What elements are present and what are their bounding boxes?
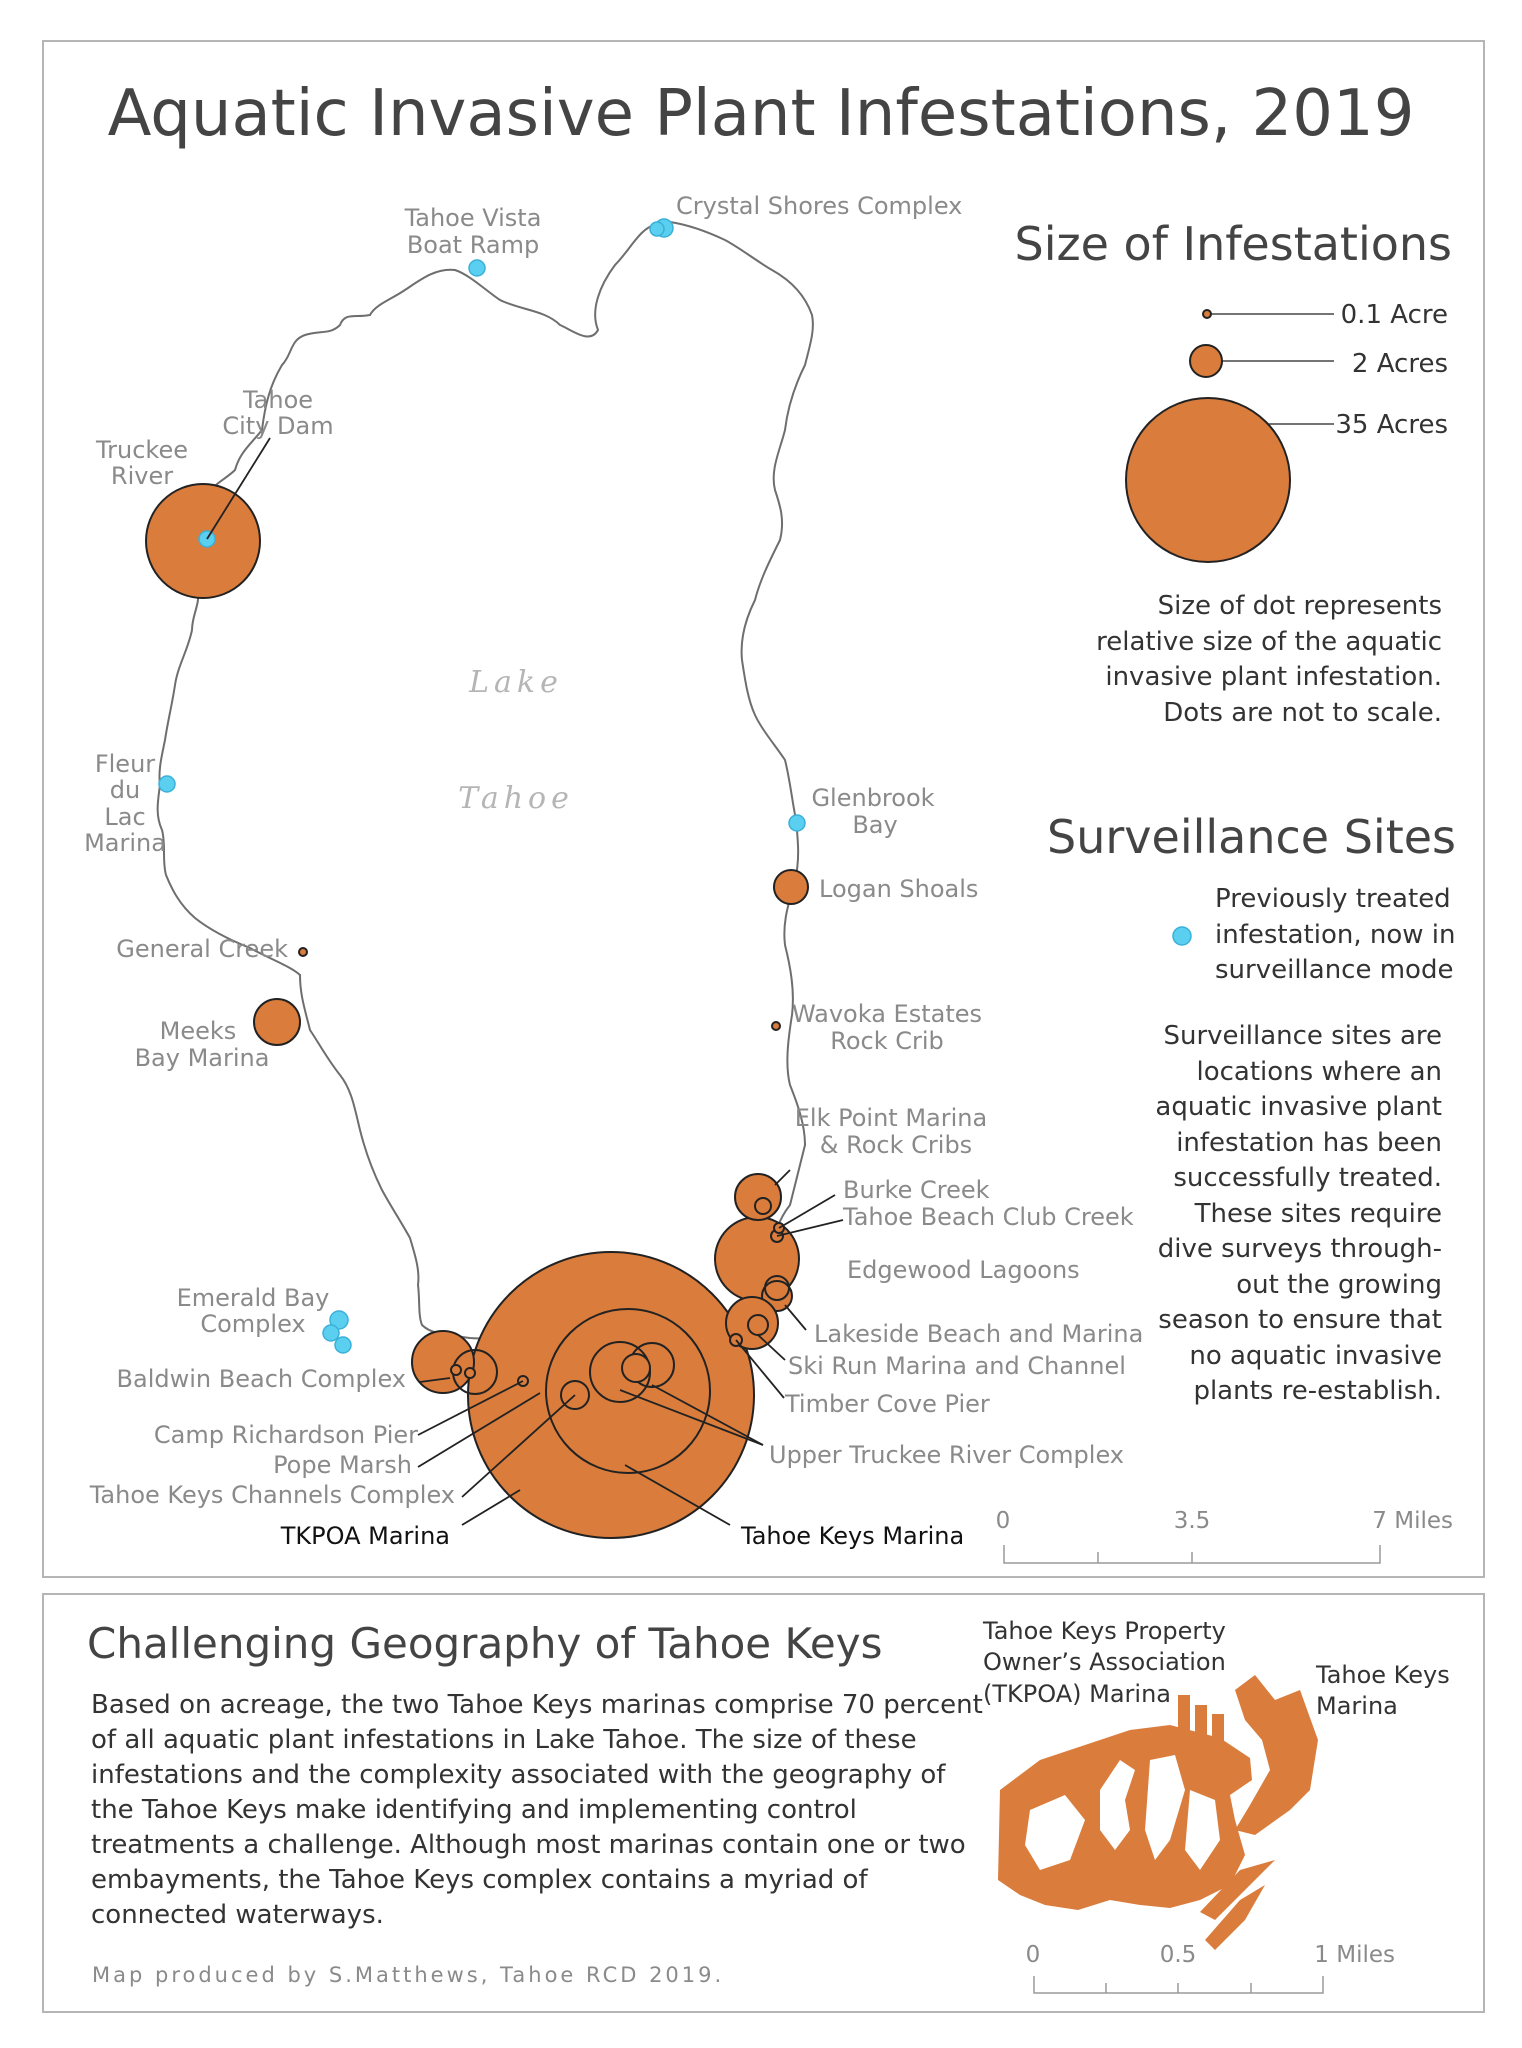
meeks-bay-marina-dot xyxy=(254,999,300,1045)
main-scale-tick-2: 7 Miles xyxy=(1372,1508,1453,1534)
legend-dot-large xyxy=(1126,398,1290,562)
label-pope-marsh: Pope Marsh xyxy=(273,1451,412,1479)
crystal-shores-dot-2 xyxy=(650,222,664,236)
label-tahoe-keys-channels: Tahoe Keys Channels Complex xyxy=(89,1481,455,1509)
label-baldwin-beach: Baldwin Beach Complex xyxy=(116,1365,406,1393)
legend-surveillance-label-3: surveillance mode xyxy=(1215,955,1454,985)
inset-label-tkpoa-2: Owner’s Association xyxy=(983,1648,1226,1676)
map-title: Aquatic Invasive Plant Infestations, 2019 xyxy=(107,77,1415,151)
legend-label-small: 0.1 Acre xyxy=(1340,300,1448,330)
label-edgewood-lagoons: Edgewood Lagoons xyxy=(847,1256,1080,1284)
paragraph-line-3: infestations and the complexity associated with the geography of xyxy=(91,1760,946,1790)
legend-surveillance-heading: Surveillance Sites xyxy=(1047,810,1456,864)
label-logan-shoals: Logan Shoals xyxy=(819,875,979,903)
label-meeks-bay-2: Bay Marina xyxy=(134,1044,270,1072)
label-burke-creek: Burke Creek xyxy=(843,1176,990,1204)
label-tahoe-keys-marina: Tahoe Keys Marina xyxy=(741,1522,965,1550)
legend-surveillance-dot xyxy=(1173,927,1191,945)
label-fleur-du-lac-2: du xyxy=(109,776,141,804)
main-scale-bar xyxy=(996,1508,1453,1563)
label-wavoka-1: Wavoka Estates xyxy=(791,1000,983,1028)
legend-dot-medium xyxy=(1190,345,1222,377)
surv-note-10: no aquatic invasive xyxy=(1189,1341,1442,1371)
paragraph-line-7: connected waterways. xyxy=(91,1900,384,1930)
surv-note-7: dive surveys through- xyxy=(1157,1234,1442,1264)
paragraph-line-2: of all aquatic plant infestations in Lake Tahoe. The size of these xyxy=(91,1725,917,1755)
paragraph-line-5: treatments a challenge. Although most marinas contain one or two xyxy=(91,1830,966,1860)
legend-surveillance-label-2: infestation, now in xyxy=(1215,920,1456,950)
surv-note-8: out the growing xyxy=(1236,1270,1442,1300)
label-elk-point-2: & Rock Cribs xyxy=(819,1131,973,1159)
label-emerald-bay-2: Complex xyxy=(200,1310,306,1338)
tahoe-vista-dot xyxy=(469,260,485,276)
legend-size-note-4: Dots are not to scale. xyxy=(1163,698,1442,728)
general-creek-dot xyxy=(299,948,307,956)
main-scale-tick-0: 0 xyxy=(995,1508,1011,1534)
main-scale-tick-1: 3.5 xyxy=(1173,1508,1211,1534)
label-elk-point-1: Elk Point Marina xyxy=(794,1104,988,1132)
leader-elk-point xyxy=(775,1170,790,1185)
label-tahoe-city-dam-1: Tahoe xyxy=(242,386,314,414)
paragraph-line-4: the Tahoe Keys make identifying and implementing control xyxy=(91,1795,857,1825)
leader-tkpoa xyxy=(462,1490,520,1525)
label-upper-truckee: Upper Truckee River Complex xyxy=(769,1441,1124,1469)
legend-size-note-3: invasive plant infestation. xyxy=(1105,662,1442,692)
label-lakeside-beach: Lakeside Beach and Marina xyxy=(814,1320,1144,1348)
label-tahoe-vista-1: Tahoe Vista xyxy=(404,204,542,232)
legend-size-heading: Size of Infestations xyxy=(1014,217,1452,271)
lake-name-line-1: Lake xyxy=(469,665,563,700)
surv-note-1: Surveillance sites are xyxy=(1163,1021,1442,1051)
label-tahoe-beach-club: Tahoe Beach Club Creek xyxy=(843,1203,1134,1231)
logan-shoals-dot xyxy=(774,870,808,904)
label-general-creek: General Creek xyxy=(116,935,288,963)
surv-note-4: infestation has been xyxy=(1176,1128,1442,1158)
paragraph-line-1: Based on acreage, the two Tahoe Keys marinas comprise 70 percent xyxy=(91,1690,983,1720)
legend-surveillance-label-1: Previously treated xyxy=(1215,884,1451,914)
upper-truckee-ring-c xyxy=(622,1354,650,1382)
label-ski-run: Ski Run Marina and Channel xyxy=(788,1352,1126,1380)
label-fleur-du-lac-4: Marina xyxy=(84,829,166,857)
surv-note-5: successfully treated. xyxy=(1173,1163,1442,1193)
surv-note-6: These sites require xyxy=(1194,1199,1442,1229)
surv-note-2: locations where an xyxy=(1196,1057,1442,1087)
inset-scale-bar xyxy=(1026,1942,1395,1993)
surv-note-9: season to ensure that xyxy=(1158,1305,1442,1335)
inset-label-tkm-2: Marina xyxy=(1316,1692,1398,1720)
legend-size-note-1: Size of dot represents xyxy=(1157,591,1442,621)
inset-label-tkm-1: Tahoe Keys xyxy=(1316,1661,1450,1689)
bottom-heading: Challenging Geography of Tahoe Keys xyxy=(87,1619,883,1668)
inset-scale-tick-2: 1 Miles xyxy=(1314,1942,1395,1968)
emerald-bay-dot-2 xyxy=(323,1325,339,1341)
baldwin-beach-dot xyxy=(412,1331,474,1393)
wavoka-estates-dot xyxy=(772,1022,780,1030)
label-truckee-river-1: Truckee xyxy=(96,436,188,464)
leader-lakeside xyxy=(785,1305,806,1330)
paragraph-line-6: embayments, the Tahoe Keys complex contains a myriad of xyxy=(91,1865,868,1895)
tahoe-keys-inset-map xyxy=(998,1675,1318,1950)
bottom-paragraph xyxy=(91,1690,983,1930)
label-tkpoa-marina: TKPOA Marina xyxy=(280,1522,450,1550)
surv-note-3: aquatic invasive plant xyxy=(1155,1092,1442,1122)
legend-label-large: 35 Acres xyxy=(1335,410,1448,440)
lake-name-line-2: Tahoe xyxy=(458,781,574,816)
inset-scale-tick-1: 0.5 xyxy=(1159,1942,1197,1968)
camp-richardson-dot-2 xyxy=(465,1368,475,1378)
label-camp-richardson: Camp Richardson Pier xyxy=(153,1421,418,1449)
label-crystal-shores: Crystal Shores Complex xyxy=(676,192,963,220)
label-timber-cove: Timber Cove Pier xyxy=(785,1390,990,1418)
label-truckee-river-2: River xyxy=(110,462,174,490)
emerald-bay-dot-3 xyxy=(335,1337,351,1353)
legend-size-note xyxy=(1096,591,1442,728)
inset-label-tkpoa-3: (TKPOA) Marina xyxy=(983,1680,1171,1708)
glenbrook-bay-dot xyxy=(789,815,805,831)
label-tahoe-vista-2: Boat Ramp xyxy=(406,231,540,259)
map-credit: Map produced by S.Matthews, Tahoe RCD 2019. xyxy=(92,1963,725,1987)
legend-label-medium: 2 Acres xyxy=(1351,349,1448,379)
legend-surveillance-note xyxy=(1155,1021,1442,1406)
fleur-du-lac-dot xyxy=(159,776,175,792)
inset-scale-tick-0: 0 xyxy=(1025,1942,1041,1968)
surv-note-11: plants re-establish. xyxy=(1193,1376,1442,1406)
legend-dot-small xyxy=(1203,310,1211,318)
legend-size-note-2: relative size of the aquatic xyxy=(1096,627,1442,657)
label-fleur-du-lac-1: Fleur xyxy=(94,750,156,778)
label-tahoe-city-dam-2: City Dam xyxy=(222,412,334,440)
label-wavoka-2: Rock Crib xyxy=(830,1027,944,1055)
label-glenbrook-1: Glenbrook xyxy=(811,784,935,812)
camp-richardson-dot xyxy=(451,1365,461,1375)
label-meeks-bay-1: Meeks xyxy=(159,1017,237,1045)
inset-label-tkpoa-1: Tahoe Keys Property xyxy=(983,1617,1226,1645)
label-fleur-du-lac-3: Lac xyxy=(104,803,146,831)
label-glenbrook-2: Bay xyxy=(852,811,898,839)
label-emerald-bay-1: Emerald Bay xyxy=(176,1284,330,1312)
